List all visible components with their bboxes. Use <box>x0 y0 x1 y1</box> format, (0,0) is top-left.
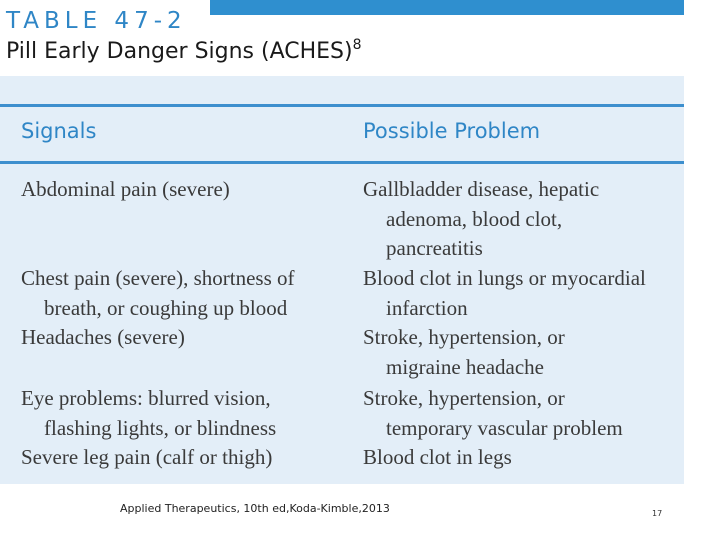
source-citation: Applied Therapeutics, 10th ed,Koda-Kimble,2013 <box>120 502 390 515</box>
problem-line: Blood clot in lungs or myocardial <box>363 266 646 290</box>
problem-line: migraine headache <box>386 354 544 379</box>
problem-line: Stroke, hypertension, or <box>363 325 565 349</box>
table-title <box>6 37 362 64</box>
title-rule <box>0 104 684 107</box>
signal-line: Abdominal pain (severe) <box>21 177 230 201</box>
problem-line: Blood clot in legs <box>363 445 512 469</box>
table-number-label: TABLE 47-2 <box>6 8 187 34</box>
signal-line: Severe leg pain (calf or thigh) <box>21 445 273 469</box>
signal-cell <box>21 323 185 353</box>
problem-cell <box>363 175 599 264</box>
problem-line: infarction <box>386 295 468 320</box>
page-number: 17 <box>652 509 663 518</box>
header-rule <box>0 161 684 164</box>
problem-line: temporary vascular problem <box>386 415 623 440</box>
title-footnote: 8 <box>352 37 362 53</box>
table-title-text: Pill Early Danger Signs (ACHES) <box>6 39 353 64</box>
problem-line: Stroke, hypertension, or <box>363 386 565 410</box>
table-header-area <box>0 0 684 76</box>
signal-line: breath, or coughing up blood <box>44 295 288 320</box>
column-header-signals: Signals <box>21 119 97 143</box>
problem-line: Gallbladder disease, hepatic <box>363 177 600 201</box>
problem-line: pancreatitis <box>386 236 483 260</box>
problem-cell <box>363 384 623 443</box>
problem-cell <box>363 264 646 323</box>
signal-line: flashing lights, or blindness <box>44 415 277 440</box>
signal-cell <box>21 443 272 473</box>
signal-line: Eye problems: blurred vision, <box>21 386 271 410</box>
problem-cell <box>363 443 512 473</box>
signal-line: Headaches (severe) <box>21 325 185 349</box>
problem-line: adenoma, blood clot, <box>386 206 563 231</box>
signal-cell <box>21 264 295 323</box>
signal-cell <box>21 175 230 205</box>
signal-line: Chest pain (severe), shortness of <box>21 266 295 290</box>
column-header-possible-problem: Possible Problem <box>363 119 541 143</box>
signal-cell <box>21 384 276 443</box>
top-accent-bar <box>210 0 684 15</box>
problem-cell <box>363 323 565 382</box>
